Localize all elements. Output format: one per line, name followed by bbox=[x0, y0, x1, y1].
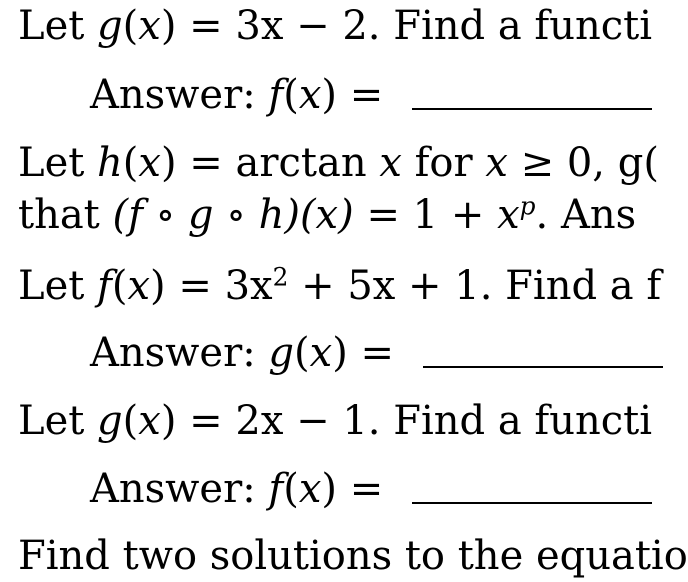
let-word: Let bbox=[18, 140, 85, 186]
answer-function-name: g bbox=[268, 330, 295, 376]
function-name: f bbox=[97, 263, 112, 309]
power-base: x bbox=[497, 192, 520, 238]
composition-arg: (x) bbox=[299, 192, 354, 238]
function-arg: x bbox=[138, 140, 161, 186]
period: . bbox=[535, 192, 549, 238]
answer-function-name: f bbox=[268, 466, 284, 512]
function-name: h bbox=[97, 140, 123, 186]
answer-function-arg: x bbox=[309, 330, 333, 376]
function-arg: x bbox=[138, 398, 161, 444]
answer-blank[interactable] bbox=[412, 466, 652, 504]
answer-blank[interactable] bbox=[423, 330, 663, 368]
problem-instruction: Find a functi bbox=[393, 3, 653, 49]
problem-3-statement: Let $f(x) = 3x^2 + 5x + 1$. Find a f bbox=[18, 262, 662, 309]
answer-function-arg: x bbox=[298, 466, 322, 512]
problem-instruction: Find two solutions to the equatio bbox=[18, 533, 688, 579]
problem-4-statement: Let g(x) = 2x − 1. Find a functi bbox=[18, 398, 653, 444]
problem-instruction: Find a f bbox=[505, 263, 662, 309]
problem-2-statement: Let h(x) = arctan x for x ≥ 0, g( bbox=[18, 140, 659, 186]
answer-label-partial: Ans bbox=[560, 192, 637, 238]
function-definition: 2x − 1. bbox=[235, 398, 381, 444]
power-exponent: p bbox=[519, 191, 536, 221]
function-name: g bbox=[97, 3, 123, 49]
problem-5-statement bbox=[18, 533, 688, 579]
equation-rhs: = 1 + bbox=[366, 192, 485, 238]
answer-label: Answer: bbox=[90, 466, 256, 512]
answer-label: Answer: bbox=[90, 330, 256, 376]
problem-1-statement: Let g(x) = 3x − 2. Find a functi bbox=[18, 3, 653, 49]
answer-function-arg: x bbox=[298, 72, 322, 118]
let-word: Let bbox=[18, 263, 85, 309]
arctan-arg: x bbox=[379, 140, 402, 186]
problem-4-answer-row: Answer: f(x) = bbox=[90, 466, 652, 509]
problem-continuation: g( bbox=[617, 140, 659, 186]
condition-var: x bbox=[485, 140, 508, 186]
function-arg: x bbox=[138, 3, 161, 49]
problem-2-statement-cont bbox=[18, 191, 637, 238]
quadratic-term: 3x bbox=[224, 263, 273, 309]
answer-function-name: f bbox=[268, 72, 284, 118]
answer-label: Answer: bbox=[90, 72, 256, 118]
answer-blank[interactable] bbox=[412, 72, 652, 110]
linear-terms: + 5x + 1. bbox=[301, 263, 493, 309]
function-arg: x bbox=[127, 263, 151, 309]
problem-instruction: Find a functi bbox=[393, 398, 653, 444]
let-word: Let bbox=[18, 3, 85, 49]
let-word: Let bbox=[18, 398, 85, 444]
function-name: g bbox=[97, 398, 123, 444]
composition-expression: (f ∘ g ∘ h) bbox=[112, 192, 300, 238]
problem-1-answer-row: Answer: f(x) = bbox=[90, 72, 652, 115]
that-word: that bbox=[18, 192, 100, 238]
function-definition: 3x − 2. bbox=[235, 3, 381, 49]
arctan-word: arctan bbox=[235, 140, 367, 186]
quadratic-exponent: 2 bbox=[272, 262, 289, 292]
problem-3-answer-row: Answer: g(x) = bbox=[90, 330, 663, 373]
condition-word: for bbox=[414, 140, 473, 186]
condition-relation: ≥ 0, bbox=[520, 140, 606, 186]
